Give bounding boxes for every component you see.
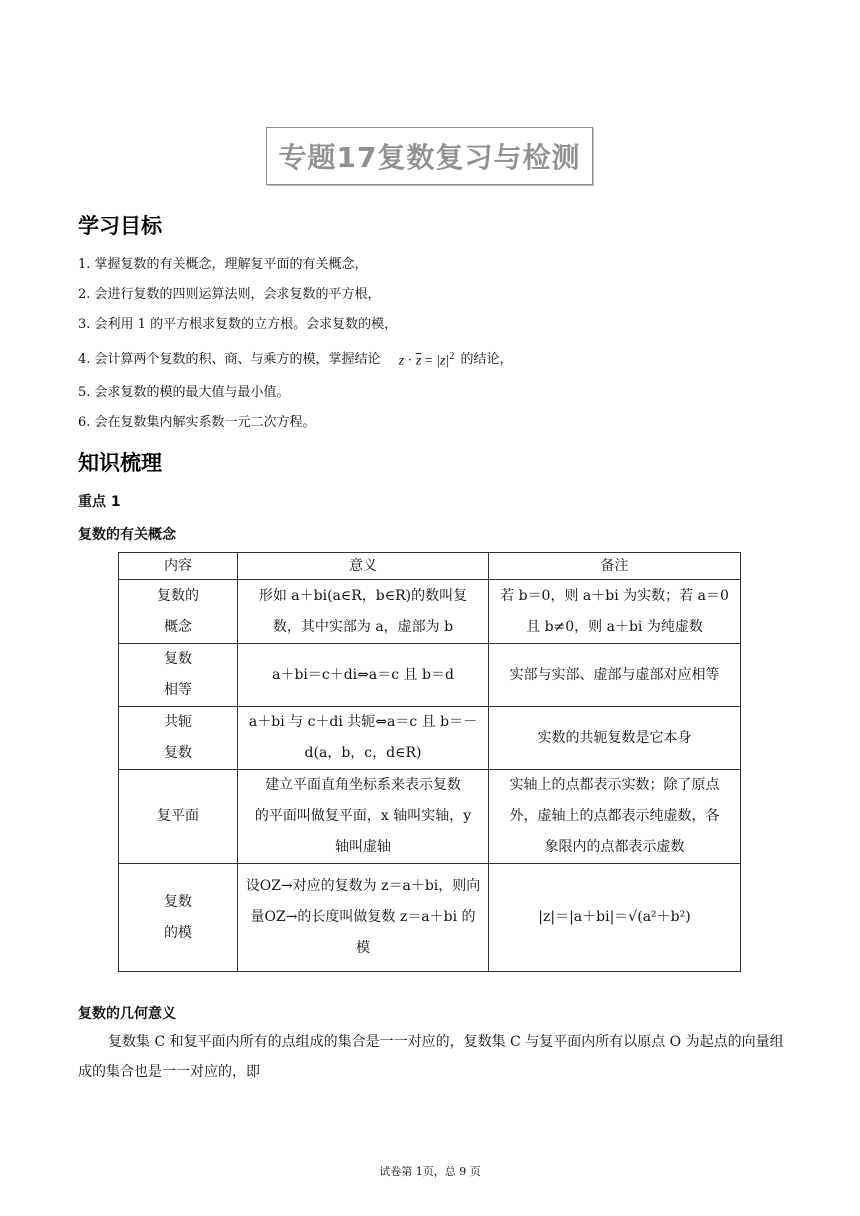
- table-row: [119, 770, 741, 864]
- conjugate-formula: $z \cdot \overline{z} = |z|^2$: [398, 351, 455, 369]
- goal-item-2: 2. 会进行复数的四则运算法则，会求复数的平方根，: [78, 287, 381, 302]
- concepts-heading: 复数的有关概念: [78, 527, 176, 543]
- table-header-cell: 备注: [489, 553, 741, 580]
- table-cell-meaning: a＋bi＝c＋di⇔a＝c 且 b＝d: [238, 644, 489, 707]
- table-header-cell: 内容: [119, 553, 238, 580]
- table-row: [119, 864, 741, 972]
- table-row: [119, 707, 741, 770]
- table-header-cell: 意义: [238, 553, 489, 580]
- concepts-table: [118, 552, 741, 972]
- table-cell-meaning: 设OZ→对应的复数为 z＝a＋bi，则向 量OZ→的长度叫做复数 z＝a＋bi 的 模: [238, 864, 489, 972]
- goal-item-4-tail: 的结论，: [460, 351, 513, 367]
- geometry-heading: 复数的几何意义: [78, 1006, 176, 1022]
- table-row: [119, 644, 741, 707]
- table-row: [119, 580, 741, 644]
- goal-item-5: 5. 会求复数的模的最大值与最小值。: [78, 385, 290, 400]
- table-cell-meaning: a＋bi 与 c＋di 共轭⇔a＝c 且 b＝－ d(a，b，c，d∈R): [238, 707, 489, 770]
- table-cell-note: 实轴上的点都表示实数；除了原点 外，虚轴上的点都表示纯虚数，各 象限内的点都表示虚数: [489, 770, 741, 864]
- table-cell-content: 复数的 概念: [119, 580, 238, 644]
- table-header-row: [119, 553, 741, 580]
- table-cell-note: 若 b＝0，则 a＋bi 为实数；若 a＝0 且 b≠0，则 a＋bi 为纯虚数: [489, 580, 741, 644]
- key-point-label: 重点 1: [78, 494, 121, 510]
- goal-item-3: 3. 会利用 1 的平方根求复数的立方根。会求复数的模，: [78, 317, 398, 332]
- table-cell-note: 实部与实部、虚部与虚部对应相等: [489, 644, 741, 707]
- geometry-paragraph: 复数集 C 和复平面内所有的点组成的集合是一一对应的，复数集 C 与复平面内所有以原点 O 为起点的向量组成的集合也是一一对应的，即: [78, 1034, 784, 1080]
- table-cell-content: 共轭 复数: [119, 707, 238, 770]
- goal-item-1: 1. 掌握复数的有关概念，理解复平面的有关概念，: [78, 257, 368, 272]
- goal-item-6: 6. 会在复数集内解实系数一元二次方程。: [78, 415, 316, 430]
- section-heading-goals: 学习目标: [78, 214, 162, 238]
- table-cell-content: 复数 的模: [119, 864, 238, 972]
- table-cell-meaning: 建立平面直角坐标系来表示复数 的平面叫做复平面，x 轴叫实轴，y 轴叫虚轴: [238, 770, 489, 864]
- goal-item-4: [78, 348, 512, 371]
- goal-item-4-text: 4. 会计算两个复数的积、商、与乘方的模，掌握结论: [78, 351, 381, 367]
- table-cell-content: 复数 相等: [119, 644, 238, 707]
- page-title: 专题17复数复习与检测: [266, 127, 593, 185]
- page-footer: 试卷第 1页，总 9 页: [379, 1165, 481, 1178]
- table-cell-meaning: 形如 a＋bi(a∈R，b∈R)的数叫复 数，其中实部为 a，虚部为 b: [238, 580, 489, 644]
- section-heading-knowledge: 知识梳理: [78, 451, 162, 475]
- table-cell-note: 实数的共轭复数是它本身: [489, 707, 741, 770]
- table-cell-note: |z|＝|a＋bi|＝√(a²＋b²): [489, 864, 741, 972]
- table-cell-content: 复平面: [119, 770, 238, 864]
